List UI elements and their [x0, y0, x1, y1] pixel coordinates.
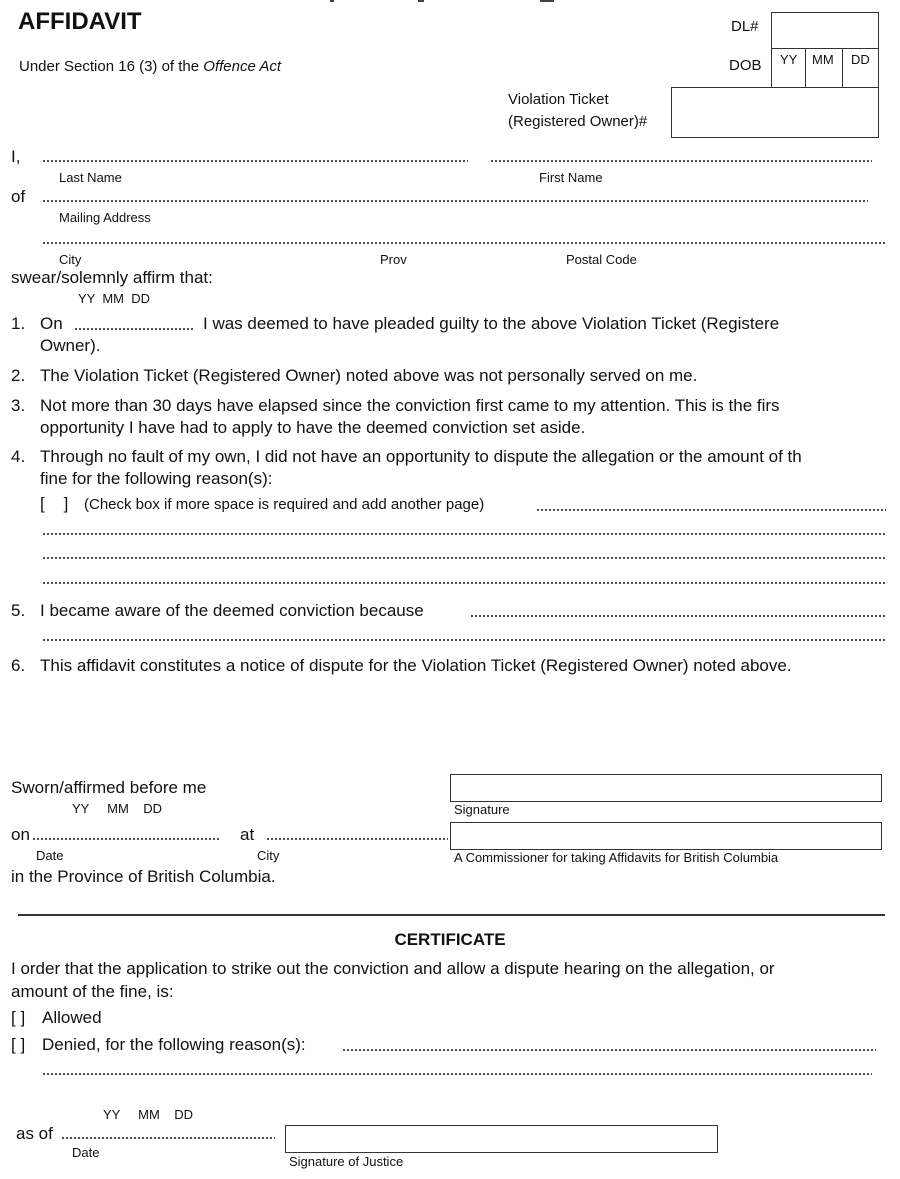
statement-1-cont: Owner).	[40, 336, 101, 355]
sworn-city-field[interactable]	[266, 838, 448, 840]
first-name-label: First Name	[539, 170, 603, 185]
cropped-text-fragment	[330, 0, 334, 2]
denied-label: Denied, for the following reason(s):	[42, 1035, 306, 1054]
postal-code-label: Postal Code	[566, 252, 637, 267]
mailing-address-field[interactable]	[42, 200, 868, 202]
act-name: Offence Act	[203, 58, 282, 75]
swear-text: swear/solemnly affirm that:	[11, 268, 213, 287]
sworn-date-field[interactable]	[32, 838, 220, 840]
allowed-label: Allowed	[42, 1008, 102, 1027]
sworn-title: Sworn/affirmed before me	[11, 778, 207, 797]
more-space-checkbox[interactable]: [ ]	[40, 494, 69, 513]
last-name-label: Last Name	[59, 170, 122, 185]
statement-2-text: The Violation Ticket (Registered Owner) noted above was not personally served on me.	[40, 366, 698, 385]
dob-dd-field[interactable]	[842, 48, 879, 88]
dob-label: DOB	[729, 57, 762, 74]
violation-ticket-number-field[interactable]	[671, 87, 879, 138]
awareness-reason-field-line-2[interactable]	[42, 639, 886, 641]
mailing-address-label: Mailing Address	[59, 210, 151, 225]
justice-signature-label: Signature of Justice	[289, 1154, 404, 1169]
awareness-reason-field-line-1[interactable]	[470, 615, 886, 617]
dob-yy-label: YY	[780, 52, 798, 67]
page-title: AFFIDAVIT	[18, 8, 142, 35]
statement-6-text: This affidavit constitutes a notice of dispute for the Violation Ticket (Registered Owner) noted above.	[40, 656, 792, 675]
statement-5-text: I became aware of the deemed conviction because	[40, 601, 424, 620]
dob-dd-label: DD	[851, 52, 870, 67]
city-prov-postal-field[interactable]	[42, 242, 886, 244]
ticket-label-line1: Violation Ticket	[508, 91, 609, 108]
reason-field-line-3[interactable]	[42, 557, 886, 559]
allowed-checkbox[interactable]: [ ]	[11, 1008, 26, 1027]
certificate-text-line1: I order that the application to strike out the conviction and allow a dispute hearing on the allegation, or	[11, 959, 775, 978]
denied-reason-field-line-2[interactable]	[42, 1073, 872, 1075]
prov-label: Prov	[380, 252, 407, 267]
statement-number: 5.	[11, 601, 26, 620]
statement-number: 2.	[11, 366, 26, 385]
more-space-note: (Check box if more space is required and add another page)	[84, 496, 485, 513]
at-prefix: at	[240, 825, 255, 844]
statement-number: 4.	[11, 447, 26, 466]
dl-number-field[interactable]	[771, 12, 879, 50]
as-of-date-label: Date	[72, 1145, 100, 1160]
province-text: in the Province of British Columbia.	[11, 867, 276, 886]
commissioner-signature-field[interactable]	[450, 822, 882, 850]
statement-4-text: Through no fault of my own, I did not have an opportunity to dispute the allegation or the amount of th	[40, 447, 802, 466]
first-name-field[interactable]	[490, 160, 872, 162]
sworn-date-label: Date	[36, 848, 64, 863]
statement-4-cont: fine for the following reason(s):	[40, 469, 273, 488]
statement-number: 3.	[11, 396, 26, 415]
dob-yy-field[interactable]	[771, 48, 806, 88]
certificate-title: CERTIFICATE	[394, 930, 506, 949]
reason-field-line-4[interactable]	[42, 582, 886, 584]
denied-reason-field-line-1[interactable]	[342, 1049, 876, 1051]
subtitle-text: Under Section 16 (3) of the	[19, 58, 204, 75]
statement-3-text: Not more than 30 days have elapsed since the conviction first came to my attention. This is the firs	[40, 396, 780, 415]
section-divider	[18, 914, 885, 916]
sworn-city-label: City	[257, 848, 280, 863]
cropped-text-fragment	[418, 0, 424, 2]
as-of-date-format-hint: YY MM DD	[103, 1107, 194, 1122]
statement-number: 6.	[11, 656, 26, 675]
signature-label: Signature	[454, 802, 510, 817]
date-format-hint: YY MM DD	[78, 291, 150, 306]
as-of-date-field[interactable]	[61, 1137, 275, 1139]
last-name-field[interactable]	[42, 160, 468, 162]
sworn-date-format-hint: YY MM DD	[72, 801, 163, 816]
of-prefix: of	[11, 187, 26, 206]
statement-1-on: On	[40, 314, 63, 333]
statement-number: 1.	[11, 314, 26, 333]
signature-field[interactable]	[450, 774, 882, 802]
ticket-label-line2: (Registered Owner)#	[508, 113, 648, 130]
as-of-prefix: as of	[16, 1124, 53, 1143]
on-prefix: on	[11, 825, 30, 844]
commissioner-label: A Commissioner for taking Affidavits for British Columbia	[454, 850, 779, 865]
city-label: City	[59, 252, 82, 267]
dob-mm-field[interactable]	[805, 48, 843, 88]
reason-field-line-1[interactable]	[536, 509, 886, 511]
statement-3-cont: opportunity I have had to apply to have the deemed conviction set aside.	[40, 418, 586, 437]
statement-1-text: I was deemed to have pleaded guilty to the above Violation Ticket (Registere	[203, 314, 780, 333]
i-prefix: I,	[11, 147, 21, 166]
deemed-guilty-date-field[interactable]	[74, 328, 194, 330]
denied-checkbox[interactable]: [ ]	[11, 1035, 26, 1054]
dl-label: DL#	[731, 18, 759, 35]
justice-signature-field[interactable]	[285, 1125, 718, 1153]
dob-mm-label: MM	[812, 52, 834, 67]
cropped-text-fragment	[540, 0, 554, 2]
certificate-text-line2: amount of the fine, is:	[11, 982, 174, 1001]
page-subtitle	[19, 58, 281, 75]
reason-field-line-2[interactable]	[42, 533, 886, 535]
